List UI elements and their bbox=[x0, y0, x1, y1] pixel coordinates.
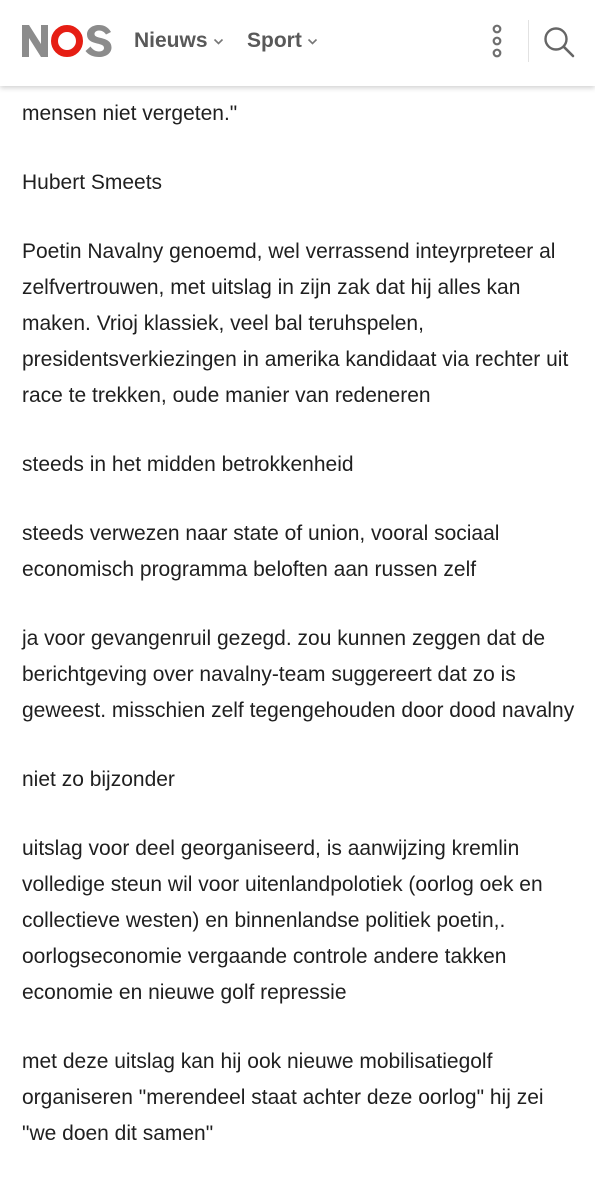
article-paragraph: met deze uitslag kan hij ook nieuwe mobilisatiegolf organiseren "merendeel staat achter deze oorlog" hij zei "we doen dit samen" bbox=[22, 1050, 544, 1145]
search-icon[interactable] bbox=[542, 25, 576, 59]
nav-news-label: Nieuws bbox=[134, 29, 208, 52]
chevron-down-icon bbox=[213, 36, 224, 47]
header-divider bbox=[528, 20, 529, 62]
chevron-down-icon bbox=[307, 36, 318, 47]
article-paragraph: Hubert Smeets bbox=[22, 171, 163, 194]
article-paragraph: steeds verwezen naar state of union, vooral sociaal economisch programma beloften aan russen zelf bbox=[22, 522, 500, 581]
article-paragraph: mensen niet vergeten." bbox=[22, 102, 238, 125]
site-header bbox=[0, 0, 595, 86]
article-paragraph: Poetin Navalny genoemd, wel verrassend inteyrpreteer al zelfvertrouwen, met uitslag in zijn zak dat hij alles kan maken. Vrioj klassiek, veel bal teruhspelen, presidentsverkiezingen in amerika kandidaat via rechter uit race te trekken, oude manier van redeneren bbox=[22, 240, 569, 407]
nav-news[interactable] bbox=[134, 28, 224, 54]
nav-sport[interactable] bbox=[247, 28, 318, 54]
kebab-menu-icon[interactable] bbox=[484, 23, 510, 59]
nav-sport-label: Sport bbox=[247, 29, 302, 52]
article-paragraph: uitslag voor deel georganiseerd, is aanwijzing kremlin volledige steun wil voor uitenlandpolotiek (oorlog oek en collectieve westen) en binnenlandse politiek poetin,. oorlogseconomie vergaande controle andere takken economie en nieuwe golf repressie bbox=[22, 837, 543, 1004]
article-paragraph: ja voor gevangenruil gezegd. zou kunnen zeggen dat de berichtgeving over navalny-team suggereert dat zo is geweest. misschien zelf tegengehouden door dood navalny bbox=[22, 627, 575, 722]
article-body bbox=[22, 96, 577, 1185]
article-paragraph: steeds in het midden betrokkenheid bbox=[22, 453, 354, 476]
article-paragraph: niet zo bijzonder bbox=[22, 768, 175, 791]
nos-logo[interactable] bbox=[22, 25, 112, 57]
